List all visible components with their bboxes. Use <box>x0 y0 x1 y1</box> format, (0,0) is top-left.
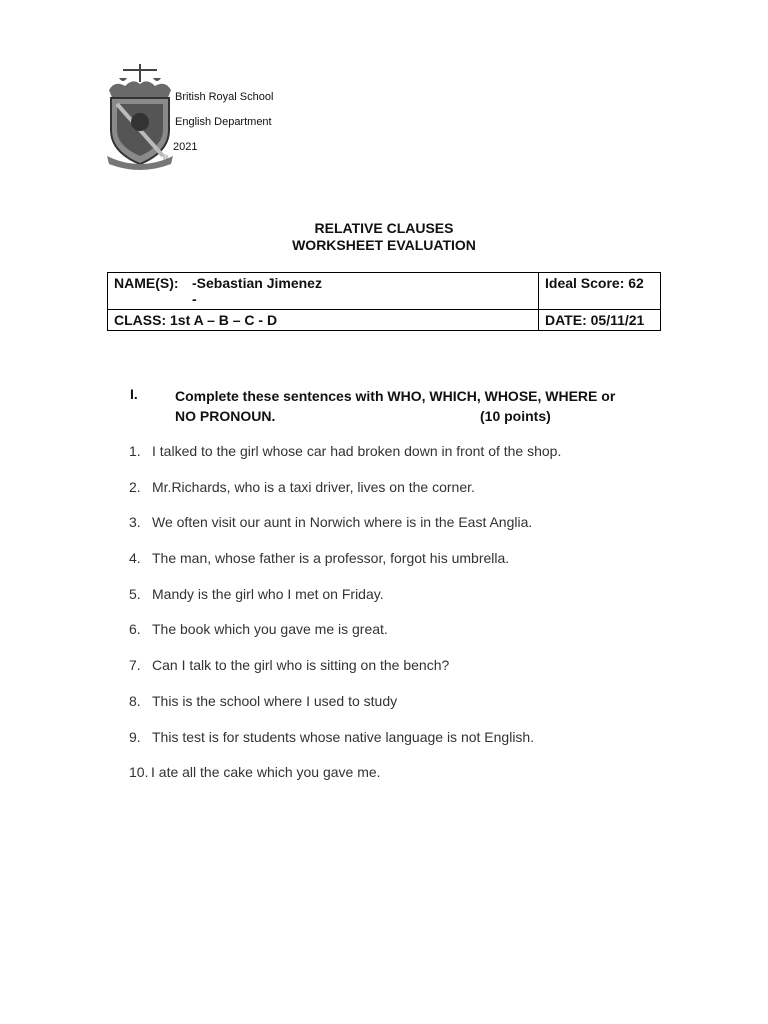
item-number: 2. <box>129 478 141 495</box>
sentence-list <box>129 443 561 800</box>
list-item <box>129 729 561 765</box>
sentence-text: The book which you gave me is great. <box>152 621 388 638</box>
item-number: 10. <box>129 764 149 781</box>
student-info-table <box>107 272 661 331</box>
school-year: 2021 <box>173 141 198 153</box>
points-label: (10 points) <box>480 408 551 424</box>
item-number: 3. <box>129 514 141 531</box>
school-name: British Royal School <box>175 91 274 103</box>
name-label: NAME(S): <box>114 275 179 291</box>
list-item <box>129 621 561 657</box>
section-instruction <box>175 386 675 426</box>
list-item <box>129 443 561 479</box>
item-number: 9. <box>129 728 141 745</box>
sentence-text: This test is for students whose native language is not English. <box>152 728 535 745</box>
table-row <box>108 310 661 331</box>
date-cell: DATE: 05/11/21 <box>539 310 661 331</box>
list-item <box>129 657 561 693</box>
item-number: 7. <box>129 657 141 674</box>
name-value-2: - <box>192 291 197 307</box>
sentence-text: We often visit our aunt in Norwich where is in the East Anglia. <box>152 514 533 531</box>
worksheet-subtitle: WORKSHEET EVALUATION <box>292 237 476 253</box>
item-number: 1. <box>129 443 141 459</box>
sentence-text: Mandy is the girl who I met on Friday. <box>152 585 384 602</box>
list-item <box>129 693 561 729</box>
sentence-text: I talked to the girl whose car had broken down in front of the shop. <box>152 443 562 459</box>
class-cell: CLASS: 1st A – B – C - D <box>108 310 539 331</box>
registered-mark: ® <box>163 155 169 162</box>
item-number: 4. <box>129 550 141 567</box>
ideal-score: Ideal Score: 62 <box>539 273 661 310</box>
list-item <box>129 479 561 515</box>
list-item <box>129 586 561 622</box>
instruction-line-2: NO PRONOUN. <box>175 408 276 424</box>
list-item <box>129 514 561 550</box>
name-cell <box>108 273 539 310</box>
list-item <box>129 764 561 800</box>
sentence-text: I ate all the cake which you gave me. <box>151 764 381 781</box>
sentence-text: This is the school where I used to study <box>152 692 398 709</box>
worksheet-title: RELATIVE CLAUSES <box>314 220 454 236</box>
section-number: I. <box>130 386 138 402</box>
item-number: 6. <box>129 621 141 638</box>
instruction-line-1: Complete these sentences with WHO, WHICH, WHOSE, WHERE or <box>175 388 616 404</box>
department-name: English Department <box>175 116 272 128</box>
sentence-text: Mr.Richards, who is a taxi driver, lives on the corner. <box>152 478 475 495</box>
item-number: 8. <box>129 692 141 709</box>
table-row <box>108 273 661 310</box>
school-crest-icon <box>105 60 175 170</box>
item-number: 5. <box>129 585 141 602</box>
name-value: -Sebastian Jimenez <box>192 275 322 291</box>
sentence-text: The man, whose father is a professor, forgot his umbrella. <box>152 550 510 567</box>
sentence-text: Can I talk to the girl who is sitting on the bench? <box>152 657 450 674</box>
list-item <box>129 550 561 586</box>
